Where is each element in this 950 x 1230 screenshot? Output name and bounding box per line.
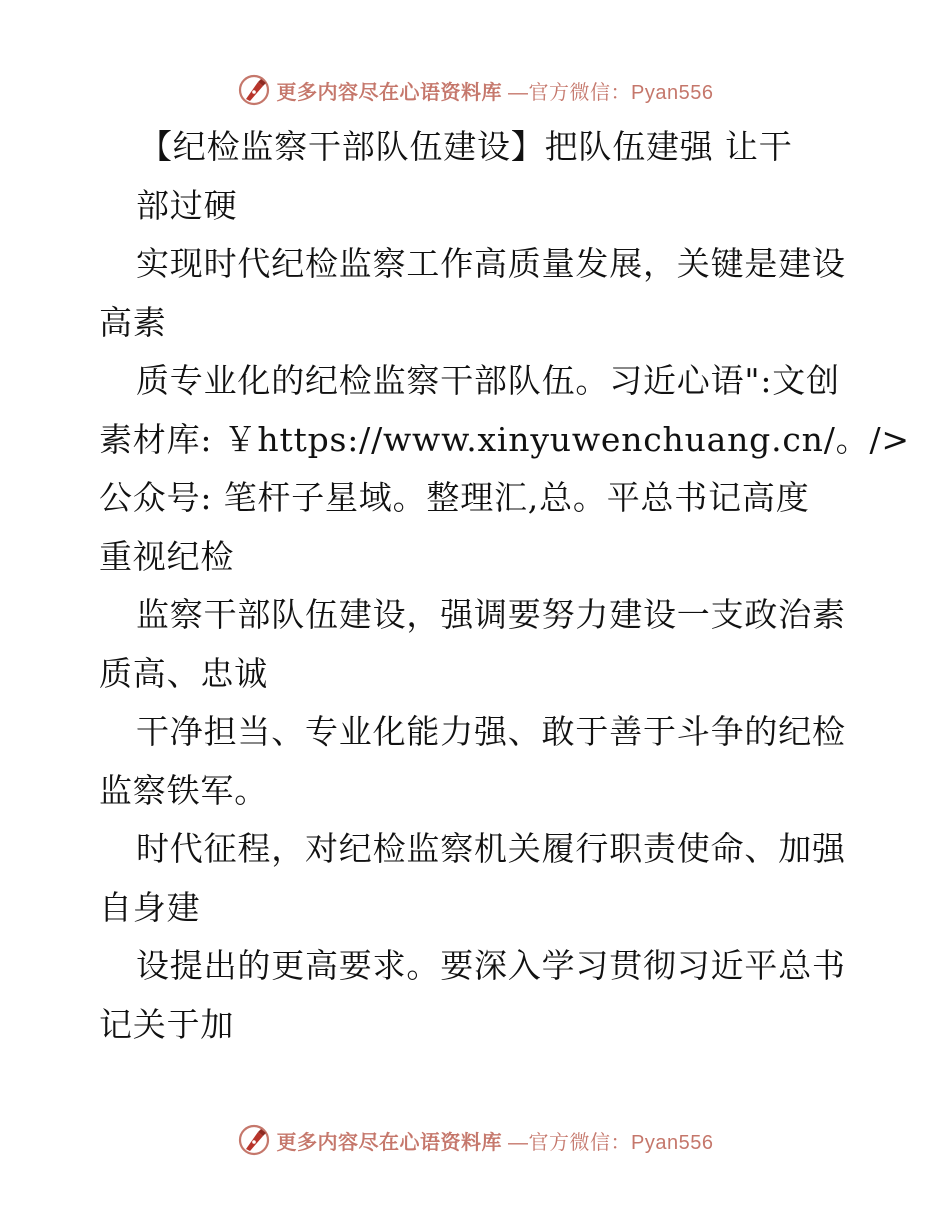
pen-nib-logo-icon [237, 73, 271, 107]
paragraph-line: 实现时代纪检监察工作高质量发展，关键是建设 [136, 244, 846, 283]
paragraph-line: 公众号: 笔杆子星域。整理汇,总。平总书记高度 [99, 478, 810, 517]
paragraph-line: 质专业化的纪检监察干部队伍。习近心语":文创 [136, 361, 840, 400]
paragraph-line: 自身建 [99, 887, 201, 927]
paragraph-line: 重视纪检 [99, 536, 235, 576]
watermark-brand-text: 更多内容尽在心语资料库 [276, 79, 503, 104]
header-watermark-banner [0, 70, 950, 110]
paragraph-line: 素材库: ￥https://www.xinyuwenchuang.cn/。/> [99, 419, 910, 459]
footer-watermark-banner [0, 1120, 950, 1160]
paragraph-line: 高素 [99, 302, 167, 342]
paragraph-line: 记关于加 [99, 1004, 235, 1044]
paragraph-line: 设提出的更高要求。要深入学习贯彻习近平总书 [136, 946, 846, 985]
document-title-line-2: 部过硬 [136, 185, 238, 225]
paragraph-line: 质高、忠诚 [99, 653, 268, 693]
document-body [99, 118, 910, 1054]
document-title-line-1: 【纪检监察干部队伍建设】把队伍建强 让干 [139, 127, 793, 166]
watermark-brand-text: 更多内容尽在心语资料库 [276, 1129, 503, 1154]
paragraph-line: 时代征程，对纪检监察机关履行职责使命、加强 [136, 829, 846, 868]
watermark-contact-text: —官方微信：Pyan556 [508, 1131, 714, 1154]
watermark-contact-text: —官方微信：Pyan556 [508, 81, 714, 104]
paragraph-line: 监察干部队伍建设，强调要努力建设一支政治素 [136, 595, 846, 634]
paragraph-line: 干净担当、专业化能力强、敢于善于斗争的纪检 [136, 712, 846, 751]
pen-nib-logo-icon [237, 1123, 271, 1157]
paragraph-line: 监察铁军。 [99, 770, 268, 810]
